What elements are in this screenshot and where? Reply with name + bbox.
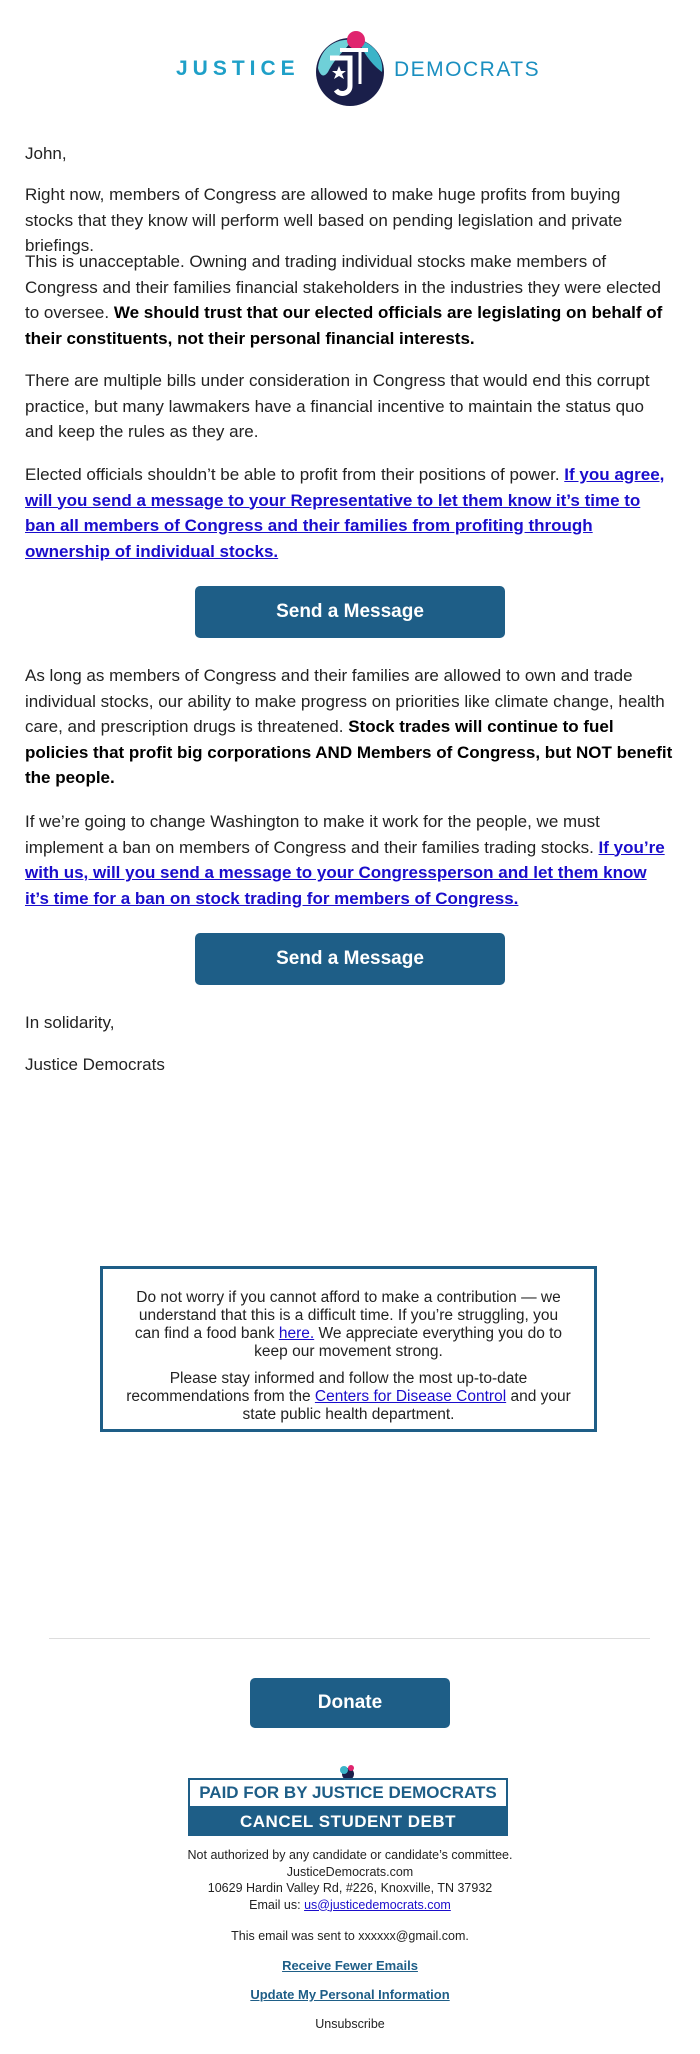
logo-text-democrats: DEMOCRATS [394,58,541,81]
paragraph-5-text: As long as members of Congress and their families are allowed to own and trade individual stocks, our ability to make progress on priorities like climate change, health care, and prescription drugs is threatened. [25,666,665,736]
footer-disclaimer: Not authorized by any candidate or candidate’s committee. [187,1848,513,1862]
logo-text-justice: JUSTICE [176,57,300,80]
paragraph-2-text: This is unacceptable. Owning and trading individual stocks make members of Congress and their families financial stakeholders in the industries they were elected to oversee. [25,252,661,322]
paragraph-6-text: If we’re going to change Washington to make it work for the people, we must implement a ban on members of Congress and their families trading stocks. [25,812,600,857]
paragraph-2 [25,249,673,351]
food-bank-link[interactable]: here. [278,1325,315,1342]
paragraph-1: Right now, members of Congress are allowed to make huge profits from buying stocks that they know will perform well based on pending legislation and private briefings. [25,185,623,255]
send-message-button-1[interactable]: Send a Message [195,586,505,638]
email-us-link[interactable]: us@justicedemocrats.com [304,1897,451,1912]
update-personal-info-link[interactable]: Update My Personal Information [250,1987,450,2002]
paragraph-5-bold: Stock trades will continue to fuel policies that profit big corporations AND Members of Congress, but NOT benefit the people. [25,717,673,787]
paid-for-banner [188,1764,510,1846]
send-message-link-2[interactable]: If you’re with us, will you send a message to your Congressperson and let them know it’s time for a ban on stock trading for members of Congress. [25,837,665,908]
receive-fewer-emails-link[interactable]: Receive Fewer Emails [282,1958,418,1973]
signoff: In solidarity, [25,1013,115,1032]
unsubscribe-link[interactable]: Unsubscribe [315,2017,385,2031]
send-message-button-2[interactable]: Send a Message [195,933,505,985]
paragraph-3: There are multiple bills under consideration in Congress that would end this corrupt practice, but many lawmakers have a financial incentive to maintain the status quo and keep the rules as they are. [25,371,650,441]
paragraph-4 [25,462,673,564]
cancel-student-debt-label: CANCEL STUDENT DEBT [188,1808,508,1836]
footer-legal [0,1847,700,1913]
notice-box [100,1266,597,1432]
notice-paragraph-2: Please stay informed and follow the most up-to-date recommendations from the Centers for Disease Control and your state public health department. [126,1370,571,1423]
signature: Justice Democrats [25,1055,165,1074]
greeting: John, [25,144,67,163]
paragraph-4-text: Elected officials shouldn’t be able to profit from their positions of power. [25,465,565,484]
paragraph-6 [25,809,673,911]
send-message-link-1[interactable]: If you agree, will you send a message to your Representative to let them know it’s time to ban all members of Congress and their families from profiting through ownership of individual stocks. [25,465,665,561]
justice-democrats-logo-icon [306,28,388,110]
footer-sent-to: This email was sent to xxxxxx@gmail.com. [231,1929,469,1943]
footer-website: JusticeDemocrats.com [286,1864,414,1879]
paragraph-5 [25,663,673,791]
donate-button[interactable]: Donate [250,1678,450,1728]
paid-for-label: PAID FOR BY JUSTICE DEMOCRATS [188,1778,508,1808]
footer-email: Email us: us@justicedemocrats.com [249,1897,451,1912]
footer-address: 10629 Hardin Valley Rd, #226, Knoxville, TN 37932 [207,1881,493,1895]
paragraph-2-bold: We should trust that our elected officials are legislating on behalf of their constituents, not their personal financial interests. [25,303,663,348]
footer-divider [49,1638,650,1639]
notice-paragraph-1: Do not worry if you cannot afford to make a contribution — we understand that this is a difficult time. If you’re struggling, you can find a food bank here. We appreciate everything you do to keep our movement strong. [134,1289,563,1360]
header-logo[interactable] [0,28,700,110]
cdc-link[interactable]: Centers for Disease Control [314,1388,507,1405]
